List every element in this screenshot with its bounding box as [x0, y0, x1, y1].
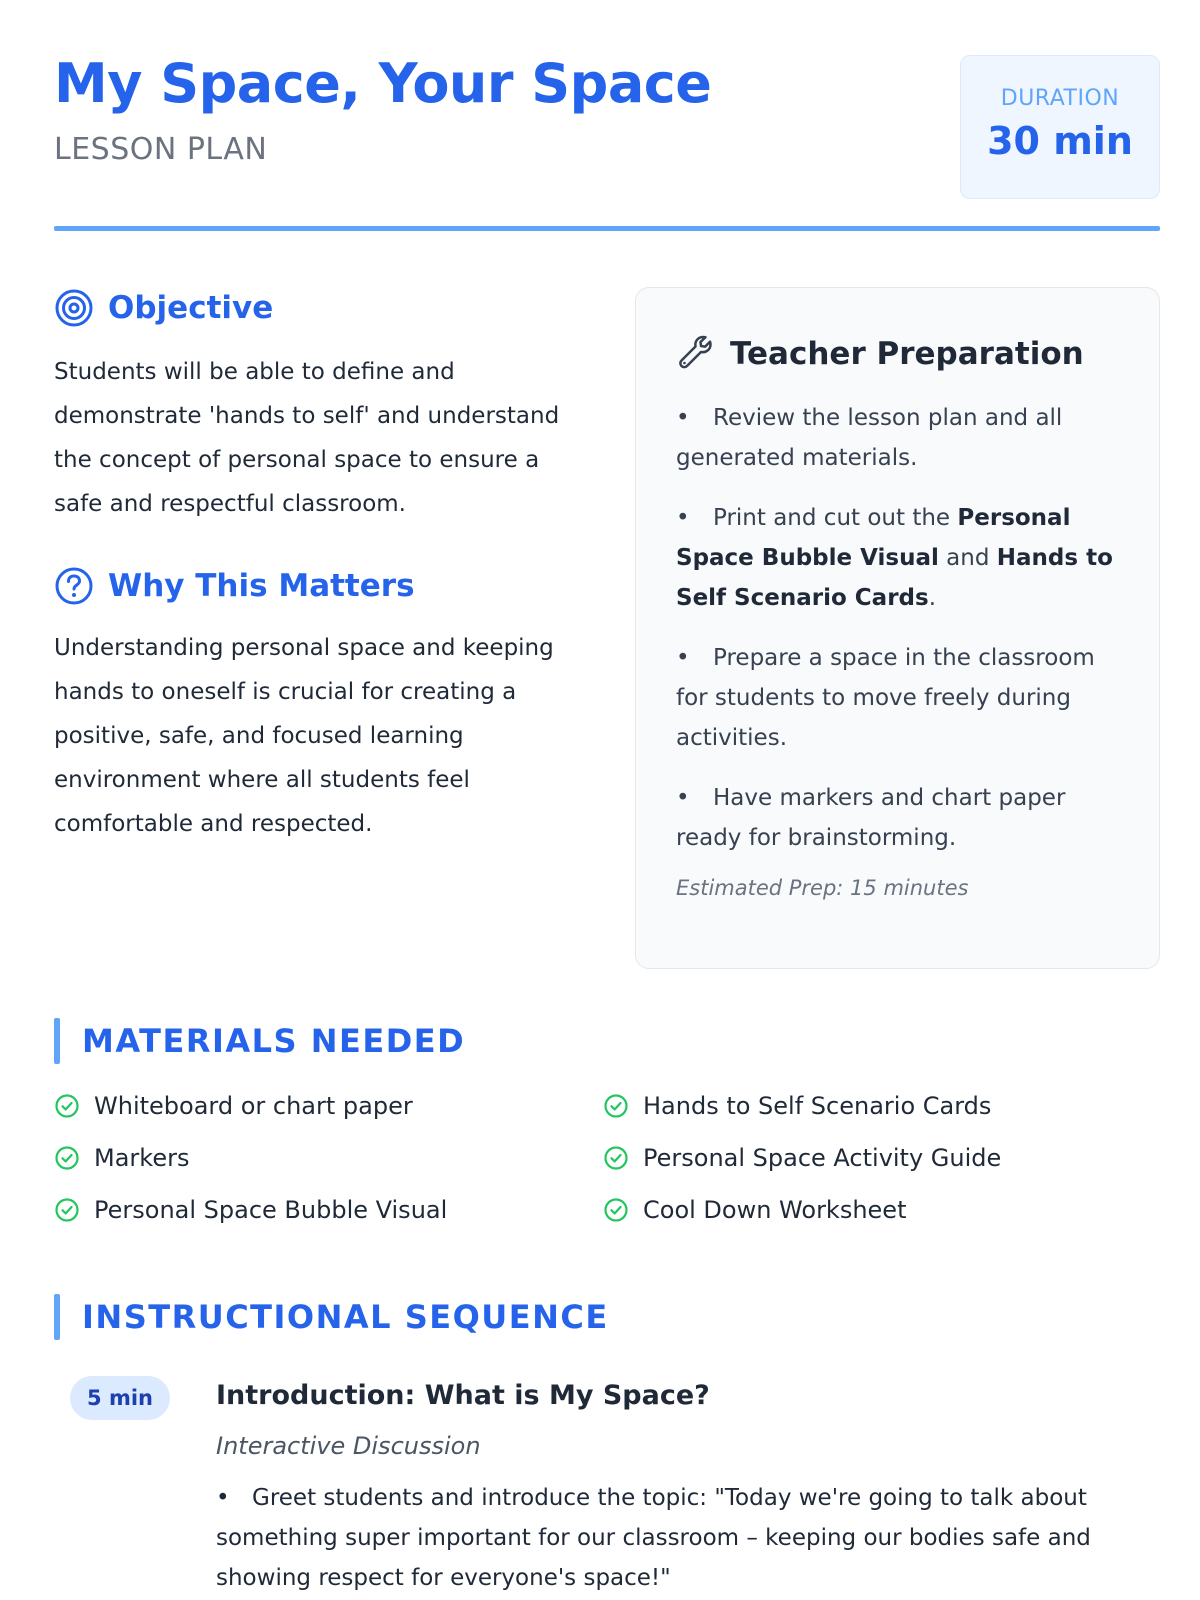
prep-item — [676, 398, 1121, 478]
bullet-icon: • — [676, 785, 690, 811]
check-circle-icon — [54, 1093, 80, 1119]
check-circle-icon — [603, 1197, 629, 1223]
wrench-icon — [676, 332, 716, 376]
prep-item-text: Personal Space Bubble Visual — [676, 505, 1071, 571]
material-label: Markers — [94, 1144, 190, 1172]
prep-item — [676, 498, 1121, 618]
target-icon — [54, 288, 94, 328]
check-circle-icon — [603, 1145, 629, 1171]
step-type: Interactive Discussion — [216, 1432, 481, 1460]
why-title: Why This Matters — [108, 568, 415, 604]
bullet-icon: • — [216, 1485, 230, 1511]
prep-heading — [676, 332, 1084, 376]
materials-title: MATERIALS NEEDED — [82, 1022, 466, 1060]
material-item — [54, 1196, 447, 1224]
material-item — [603, 1196, 906, 1224]
prep-item-text: and — [938, 545, 997, 571]
lesson-plan-page — [54, 0, 1160, 1600]
step-bullet-text: Greet students and introduce the topic: "Today we're going to talk about something super important for our classroom – keeping our bodies safe and showing respect for everyone's space!" — [216, 1485, 1091, 1591]
bullet-icon: • — [676, 505, 690, 531]
material-item — [603, 1092, 991, 1120]
section-accent-bar — [54, 1294, 60, 1340]
objective-heading — [54, 288, 273, 328]
material-label: Personal Space Activity Guide — [643, 1144, 1002, 1172]
section-accent-bar — [54, 1018, 60, 1064]
check-circle-icon — [603, 1093, 629, 1119]
sequence-heading — [54, 1294, 609, 1340]
teacher-prep-card — [635, 287, 1160, 969]
check-circle-icon — [54, 1145, 80, 1171]
prep-list — [676, 398, 1121, 878]
step-bullet — [216, 1478, 1160, 1598]
step-title: Introduction: What is My Space? — [216, 1380, 710, 1411]
bullet-icon: • — [676, 645, 690, 671]
step-time-badge: 5 min — [70, 1376, 170, 1420]
page-subtitle: LESSON PLAN — [54, 132, 268, 167]
material-label: Personal Space Bubble Visual — [94, 1196, 448, 1224]
bullet-icon: • — [676, 405, 690, 431]
material-item — [603, 1144, 1001, 1172]
prep-item-text: . — [928, 585, 936, 611]
prep-item-text: Have markers and chart paper ready for brainstorming. — [676, 785, 1066, 851]
question-circle-icon — [54, 566, 94, 606]
material-label: Cool Down Worksheet — [643, 1196, 907, 1224]
objective-text: Students will be able to define and demonstrate 'hands to self' and understand the concept of personal space to ensure a safe and respectful classroom. — [54, 359, 560, 517]
material-item — [54, 1144, 189, 1172]
objective-title: Objective — [108, 290, 274, 326]
prep-title: Teacher Preparation — [730, 336, 1084, 372]
duration-value: 30 min — [987, 119, 1133, 163]
sequence-title: INSTRUCTIONAL SEQUENCE — [82, 1298, 609, 1336]
duration-label: DURATION — [1000, 86, 1120, 111]
why-heading — [54, 566, 415, 606]
prep-item-text: Review the lesson plan and all generated materials. — [676, 405, 1063, 471]
check-circle-icon — [54, 1197, 80, 1223]
duration-card — [960, 55, 1160, 199]
material-item — [54, 1092, 413, 1120]
step-bullets — [216, 1478, 1160, 1598]
prep-item-text: Hands to Self Scenario Cards — [676, 545, 1113, 611]
material-label: Whiteboard or chart paper — [94, 1092, 413, 1120]
material-label: Hands to Self Scenario Cards — [643, 1092, 992, 1120]
why-text: Understanding personal space and keeping hands to oneself is crucial for creating a positive, safe, and focused learning environment where all students feel comfortable and respected. — [54, 635, 554, 837]
prep-item-text: Prepare a space in the classroom for students to move freely during activities. — [676, 645, 1095, 751]
prep-item-text: Print and cut out the — [713, 505, 958, 531]
prep-item — [676, 778, 1121, 858]
page-title: My Space, Your Space — [54, 52, 712, 115]
prep-item — [676, 638, 1121, 758]
prep-estimate: Estimated Prep: 15 minutes — [676, 876, 969, 900]
materials-heading — [54, 1018, 465, 1064]
header-divider — [54, 226, 1160, 231]
